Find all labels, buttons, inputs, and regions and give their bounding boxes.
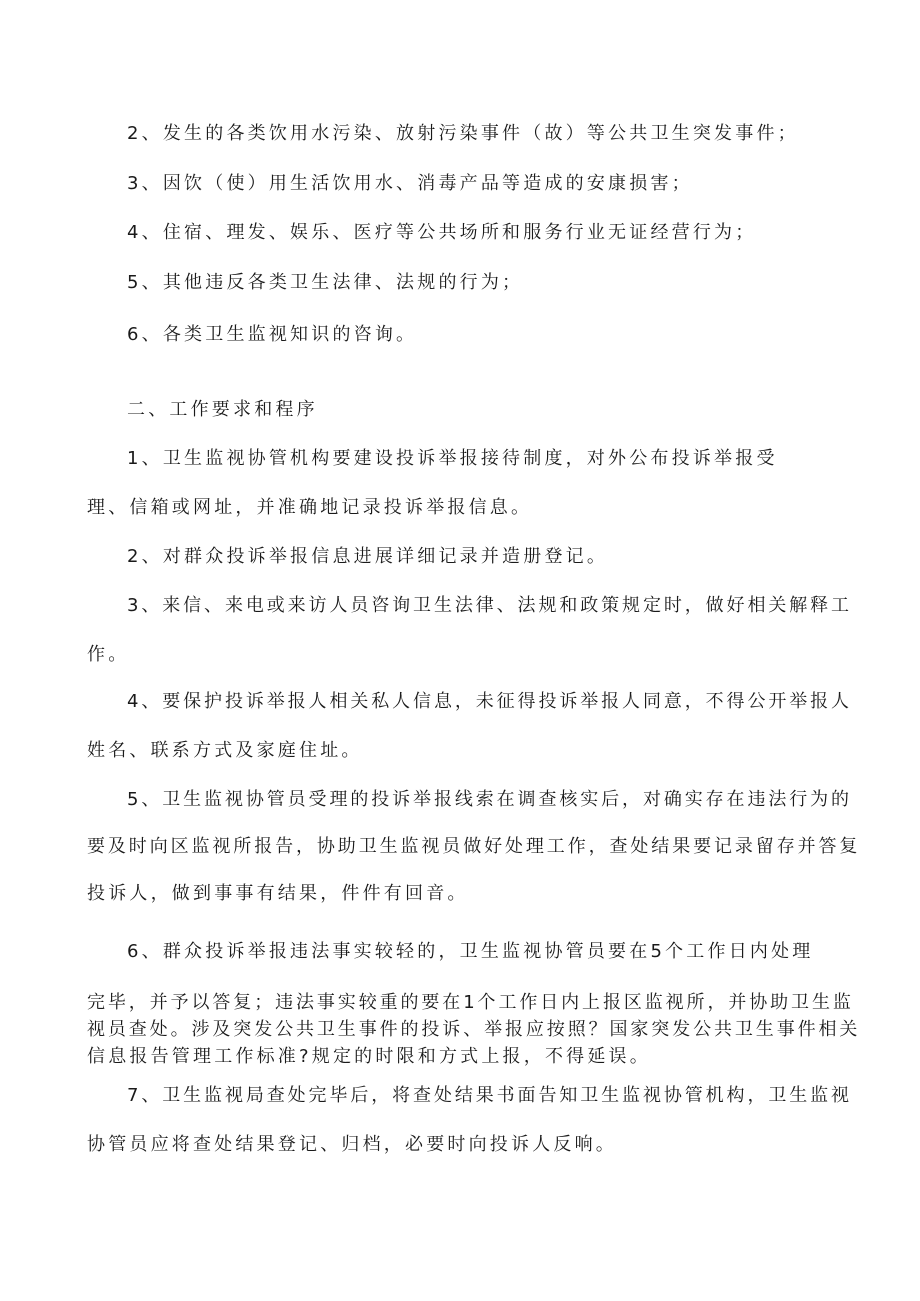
paragraph-6-line-1: 6、群众投诉举报违法事实较轻的，卫生监视协管员要在5个工作日内处理	[127, 941, 814, 962]
paragraph-4-line-1: 4、要保护投诉举报人相关私人信息，未征得投诉举报人同意，不得公开举报人	[127, 691, 852, 712]
paragraph-3-line-2: 作。	[87, 644, 130, 665]
list-item-5: 5、其他违反各类卫生法律、法规的行为；	[127, 272, 524, 293]
section-heading: 二、工作要求和程序	[127, 399, 318, 420]
paragraph-7-line-1: 7、卫生监视局查处完毕后，将查处结果书面告知卫生监视协管机构，卫生监视	[127, 1085, 852, 1106]
list-item-6: 6、各类卫生监视知识的咨询。	[127, 324, 418, 345]
paragraph-6-line-4: 信息报告管理工作标准?规定的时限和方式上报，不得延误。	[87, 1046, 651, 1067]
paragraph-5-line-1: 5、卫生监视协管员受理的投诉举报线索在调查核实后，对确实存在违法行为的	[127, 789, 852, 810]
list-item-4: 4、住宿、理发、娱乐、医疗等公共场所和服务行业无证经营行为；	[127, 222, 757, 243]
paragraph-5-line-2: 要及时向区监视所报告，协助卫生监视员做好处理工作，查处结果要记录留存并答复	[87, 836, 861, 857]
paragraph-7-line-2: 协管员应将查处结果登记、归档，必要时向投诉人反响。	[87, 1134, 617, 1155]
paragraph-6-line-3: 视员查处。涉及突发公共卫生事件的投诉、举报应按照？国家突发公共卫生事件相关	[87, 1019, 861, 1040]
paragraph-2: 2、对群众投诉举报信息进展详细记录并造册登记。	[127, 546, 609, 567]
list-item-3: 3、因饮（使）用生活饮用水、消毒产品等造成的安康损害；	[127, 173, 693, 194]
paragraph-3-line-1: 3、来信、来电或来访人员咨询卫生法律、法规和政策规定时，做好相关解释工	[127, 595, 852, 616]
paragraph-4-line-2: 姓名、联系方式及家庭住址。	[87, 740, 363, 761]
list-item-2: 2、发生的各类饮用水污染、放射污染事件（故）等公共卫生突发事件；	[127, 123, 799, 144]
paragraph-5-line-3: 投诉人，做到事事有结果，件件有回音。	[87, 883, 469, 904]
paragraph-1-line-2: 理、信箱或网址，并准确地记录投诉举报信息。	[87, 497, 533, 518]
paragraph-6-line-2: 完毕，并予以答复；违法事实较重的要在1个工作日内上报区监视所，并协助卫生监	[87, 992, 854, 1013]
paragraph-1-line-1: 1、卫生监视协管机构要建设投诉举报接待制度，对外公布投诉举报受	[127, 448, 778, 469]
